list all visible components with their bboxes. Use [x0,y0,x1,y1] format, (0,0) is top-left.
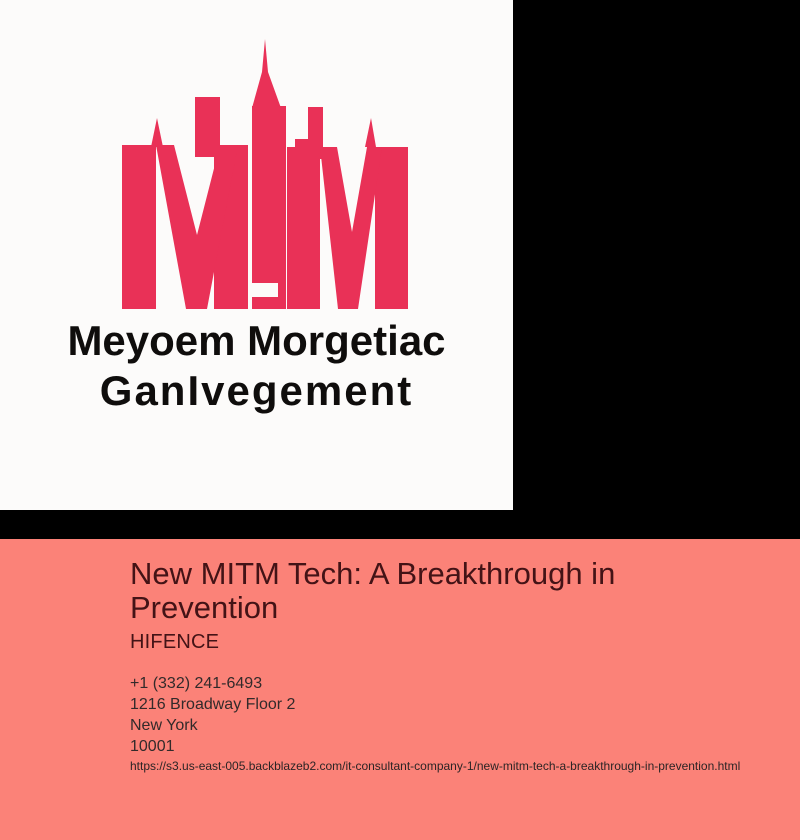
article-url-link[interactable]: https://s3.us-east-005.backblazeb2.com/it-consultant-company-1/new-mitm-tech-a-breakthrough-in-prevention.html [130,759,741,773]
phone-number: +1 (332) 241-6493 [130,675,263,692]
article-title: New MITM Tech: A Breakthrough in Prevention [130,556,616,625]
hero-section [0,539,800,840]
logo-panel [0,0,513,510]
address-city: New York [130,717,198,734]
contact-block [130,673,295,757]
address-zip: 10001 [130,738,175,755]
brand-name-line1: Meyoem Morgetiac [67,317,446,364]
address-street: 1216 Broadway Floor 2 [130,696,296,713]
city-skyline-logo-icon [0,0,513,320]
brand-name-line2: GanIvegement [99,367,414,414]
company-name: HIFENCE [130,631,220,653]
